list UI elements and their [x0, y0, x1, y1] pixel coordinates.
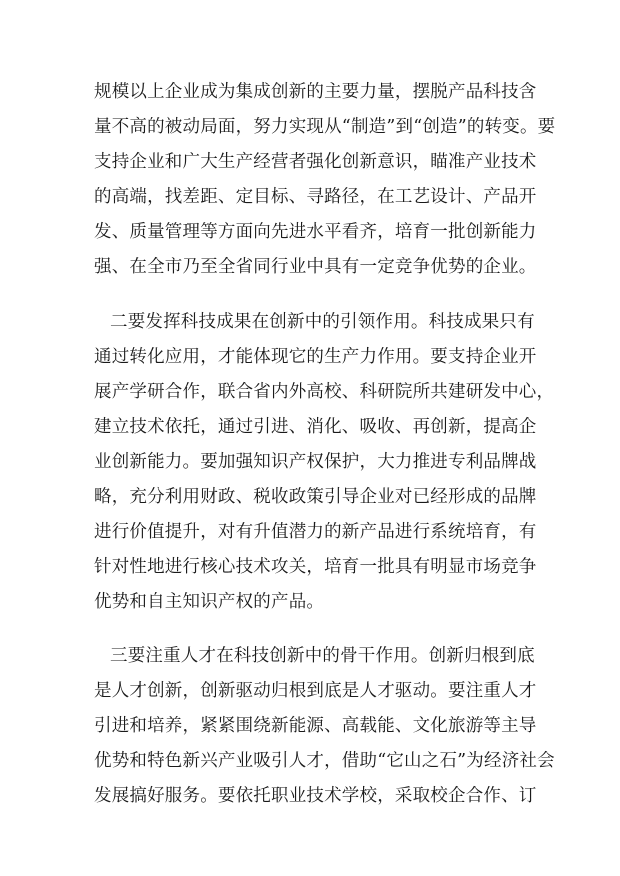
paragraph-2-line-1: 二要发挥科技成果在创新中的引领作用。科技成果只有 — [110, 312, 535, 332]
paragraph-2-line-4: 建立技术依托，通过引进、消化、吸收、再创新，提高企 — [94, 417, 537, 437]
paragraph-1-line-3: 支持企业和广大生产经营者强化创新意识，瞄准产业技术 — [94, 152, 537, 172]
paragraph-1-line-1: 规模以上企业成为集成创新的主要力量，摆脱产品科技含 — [94, 82, 537, 102]
paragraph-2-line-5: 业创新能力。要加强知识产权保护，大力推进专利品牌战 — [94, 452, 537, 472]
paragraph-1-line-5: 发、质量管理等方面向先进水平看齐，培育一批创新能力 — [94, 222, 537, 242]
paragraph-2-line-8: 针对性地进行核心技术攻关，培育一批具有明显市场竞争 — [94, 557, 537, 577]
paragraph-2-line-3: 展产学研合作，联合省内外高校、科研院所共建研发中心， — [94, 382, 555, 402]
paragraph-1-line-2: 量不高的被动局面，努力实现从“制造”到“创造”的转变。要 — [94, 117, 556, 137]
paragraph-3-line-3: 引进和培养，紧紧围绕新能源、高载能、文化旅游等主导 — [94, 716, 537, 736]
paragraph-2-line-2: 通过转化应用，才能体现它的生产力作用。要支持企业开 — [94, 347, 537, 367]
paragraph-2-line-9: 优势和自主知识产权的产品。 — [94, 592, 325, 612]
paragraph-1-line-4: 的高端，找差距、定目标、寻路径，在工艺设计、产品开 — [94, 187, 537, 207]
paragraph-2-line-7: 进行价值提升，对有升值潜力的新产品进行系统培育，有 — [94, 522, 537, 542]
paragraph-3-line-1: 三要注重人才在科技创新中的骨干作用。创新归根到底 — [110, 646, 535, 666]
paragraph-3-line-5: 发展搞好服务。要依托职业技术学校，采取校企合作、订 — [94, 786, 537, 806]
paragraph-3-line-2: 是人才创新，创新驱动归根到底是人才驱动。要注重人才 — [94, 681, 537, 701]
paragraph-2-line-6: 略，充分利用财政、税收政策引导企业对已经形成的品牌 — [94, 487, 537, 507]
paragraph-1-line-6: 强、在全市乃至全省同行业中具有一定竞争优势的企业。 — [94, 257, 537, 277]
paragraph-3-line-4: 优势和特色新兴产业吸引人才，借助“它山之石”为经济社会 — [94, 751, 555, 771]
